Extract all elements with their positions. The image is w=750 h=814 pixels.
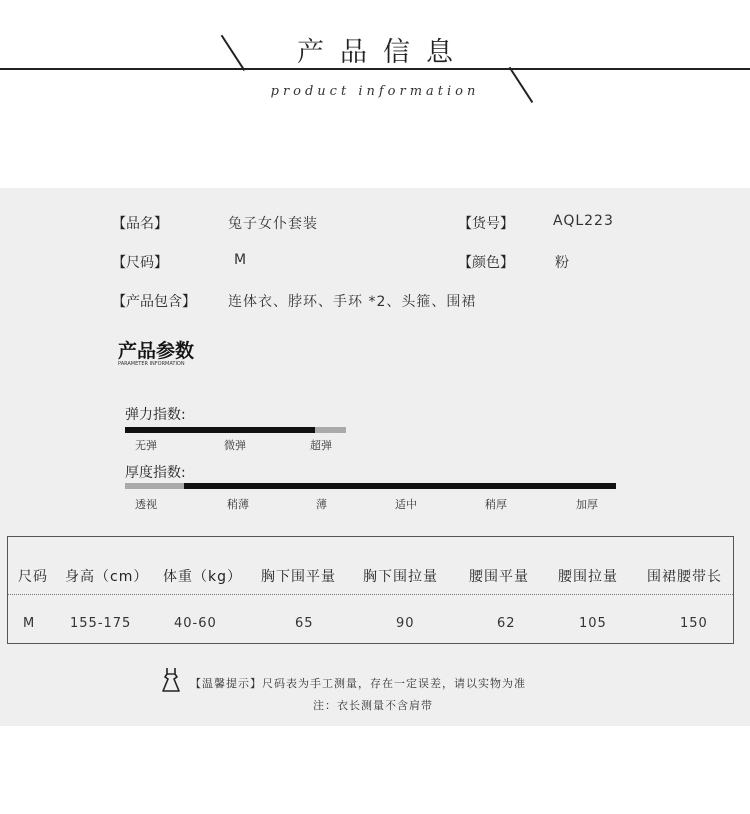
thickness-level: 适中 xyxy=(395,498,417,511)
table-header-cell: 胸下围拉量 xyxy=(363,569,438,585)
thickness-level: 稍薄 xyxy=(227,498,249,511)
thickness-level: 薄 xyxy=(316,498,327,511)
elasticity-label: 弹力指数: xyxy=(125,407,186,423)
params-subtitle: PARAMETER INFORMATION xyxy=(118,361,185,367)
table-cell: 150 xyxy=(680,616,708,631)
thickness-light-segment xyxy=(125,483,184,489)
size-tip: 【温馨提示】尺码表为手工测量，存在一定误差，请以实物为准 xyxy=(190,677,526,690)
header-divider xyxy=(0,68,750,70)
length-note: 注：衣长测量不含肩带 xyxy=(313,699,433,712)
size-label: 【尺码】 xyxy=(112,255,168,271)
table-cell: 62 xyxy=(497,616,516,631)
thickness-track xyxy=(125,483,616,489)
sku-label: 【货号】 xyxy=(458,216,514,232)
name-label: 【品名】 xyxy=(112,216,168,232)
table-header-cell: 胸下围平量 xyxy=(261,569,336,585)
table-cell: 105 xyxy=(579,616,607,631)
sku-value: AQL223 xyxy=(553,213,614,229)
size-value: M xyxy=(234,252,248,268)
elasticity-track xyxy=(125,427,346,433)
params-title: 产品参数 xyxy=(118,340,195,362)
page-subtitle: product information xyxy=(270,84,480,99)
page-title: 产品信息 xyxy=(297,37,469,68)
table-header-cell: 身高（cm） xyxy=(65,569,149,585)
table-header-cell: 腰围拉量 xyxy=(558,569,618,585)
color-value: 粉 xyxy=(555,255,570,271)
elasticity-level: 微弹 xyxy=(224,439,246,452)
table-cell: M xyxy=(23,616,36,631)
thickness-level: 加厚 xyxy=(576,498,598,511)
table-header-cell: 体重（kg） xyxy=(163,569,242,585)
elasticity-level: 无弹 xyxy=(135,439,157,452)
thickness-label: 厚度指数: xyxy=(125,465,186,481)
thickness-level: 稍厚 xyxy=(485,498,507,511)
thickness-level: 透视 xyxy=(135,498,157,511)
name-value: 兔子女仆套装 xyxy=(228,216,318,232)
table-separator xyxy=(8,594,733,595)
table-cell: 90 xyxy=(396,616,415,631)
table-header-cell: 腰围平量 xyxy=(469,569,529,585)
contents-label: 【产品包含】 xyxy=(112,294,196,310)
table-header-cell: 尺码 xyxy=(18,569,48,585)
dress-icon xyxy=(160,667,182,693)
table-cell: 155-175 xyxy=(70,616,132,631)
table-cell: 40-60 xyxy=(174,616,217,631)
table-cell: 65 xyxy=(295,616,314,631)
contents-value: 连体衣、脖环、手环 *2、头箍、围裙 xyxy=(228,294,477,310)
table-header-cell: 围裙腰带长 xyxy=(647,569,722,585)
elasticity-fill xyxy=(125,427,315,433)
elasticity-level: 超弹 xyxy=(310,439,332,452)
color-label: 【颜色】 xyxy=(458,255,514,271)
